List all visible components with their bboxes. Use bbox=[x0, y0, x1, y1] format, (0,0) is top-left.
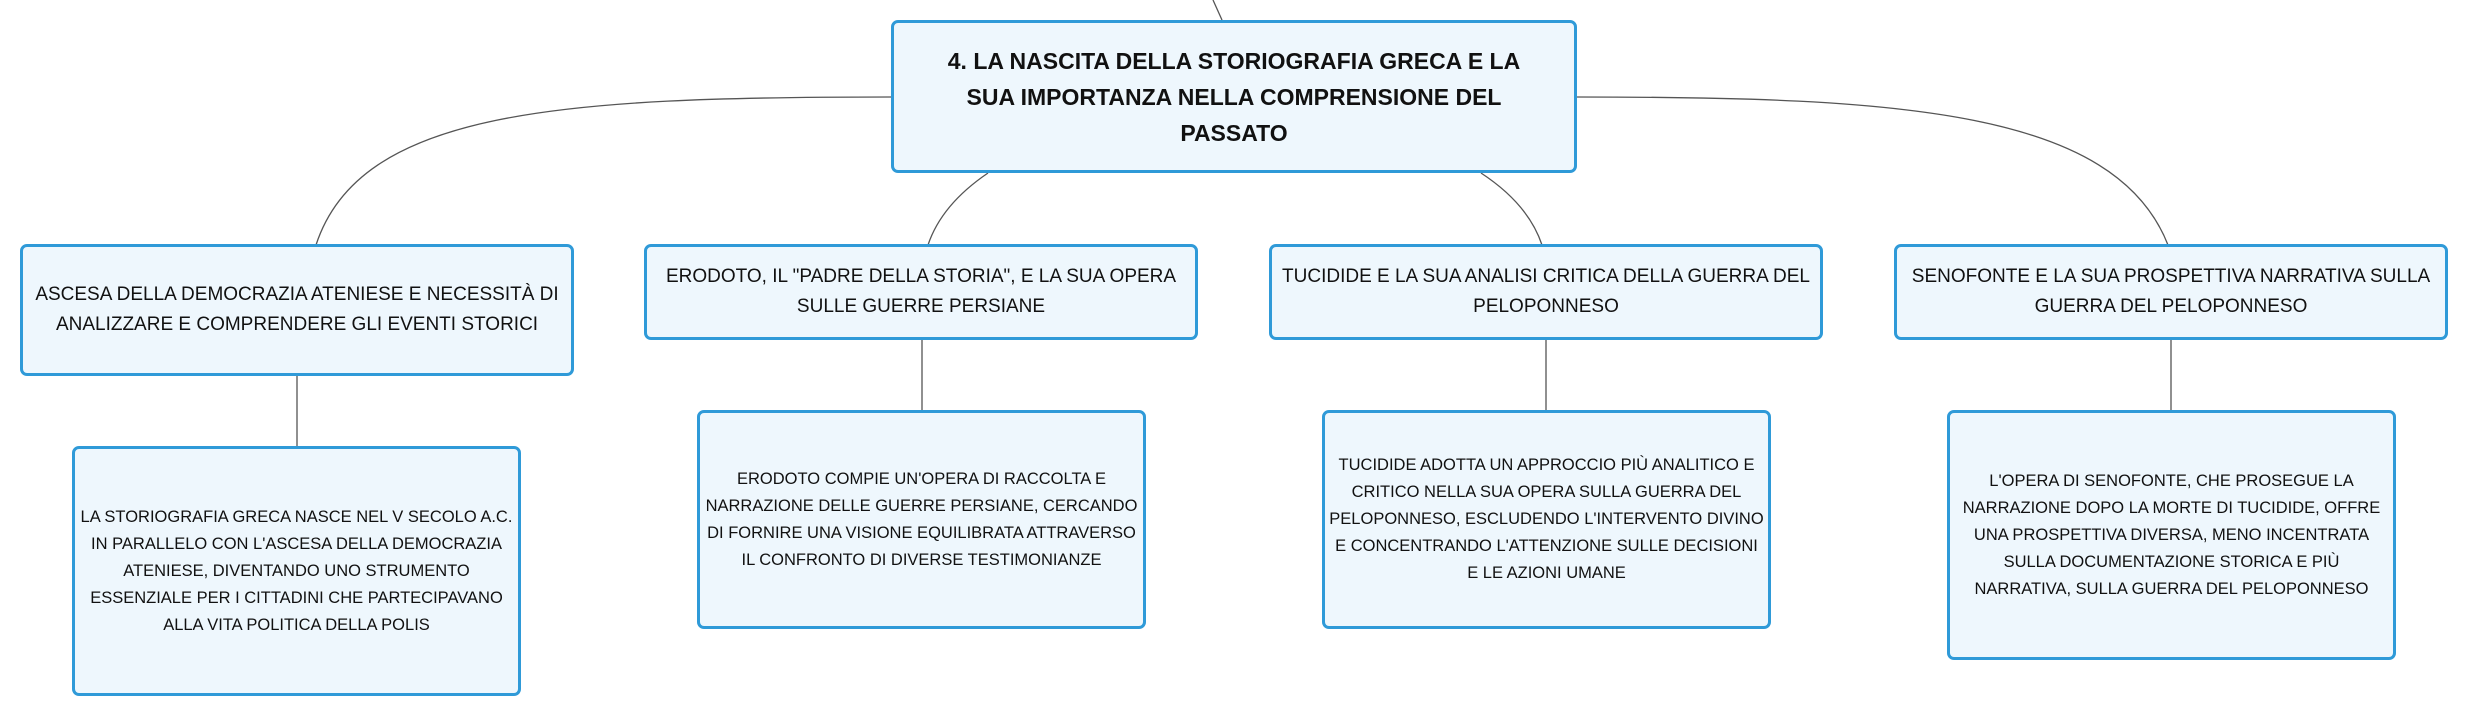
detail-label: ERODOTO COMPIE UN'OPERA DI RACCOLTA E NARRAZIONE DELLE GUERRE PERSIANE, CERCANDO DI FORNIRE UNA VISIONE EQUILIBRATA ATTRAVERSO IL CONFRONTO DI DIVERSE TESTIMONIANZE bbox=[705, 469, 1138, 569]
topic-senofonte[interactable] bbox=[1894, 244, 2448, 340]
connector-root-to-topic-2 bbox=[928, 173, 988, 245]
detail-senofonte[interactable] bbox=[1947, 410, 2396, 660]
connector-root-to-topic-4 bbox=[1577, 97, 2168, 245]
detail-label: TUCIDIDE ADOTTA UN APPROCCIO PIÙ ANALITICO E CRITICO NELLA SUA OPERA SULLA GUERRA DEL PELOPONNESO, ESCLUDENDO L'INTERVENTO DIVINO E CONCENTRANDO L'ATTENZIONE SULLE DECISIONI E LE AZIONI UMANE bbox=[1329, 456, 1764, 582]
connector-root-to-topic-1 bbox=[316, 97, 891, 245]
topic-label: ASCESA DELLA DEMOCRAZIA ATENIESE E NECESSITÀ DI ANALIZZARE E COMPRENDERE GLI EVENTI STORICI bbox=[35, 284, 559, 335]
topic-label: TUCIDIDE E LA SUA ANALISI CRITICA DELLA GUERRA DEL PELOPONNESO bbox=[1282, 266, 1810, 317]
root-topic-label: 4. LA NASCITA DELLA STORIOGRAFIA GRECA E LA SUA IMPORTANZA NELLA COMPRENSIONE DEL PASSATO bbox=[947, 47, 1521, 146]
detail-erodoto[interactable] bbox=[697, 410, 1146, 629]
topic-label: ERODOTO, IL "PADRE DELLA STORIA", E LA SUA OPERA SULLE GUERRE PERSIANE bbox=[665, 266, 1177, 317]
detail-label: LA STORIOGRAFIA GRECA NASCE NEL V SECOLO A.C. IN PARALLELO CON L'ASCESA DELLA DEMOCRAZIA ATENIESE, DIVENTANDO UNO STRUMENTO ESSENZIALE PER I CITTADINI CHE PARTECIPAVANO ALLA VITA POLITICA DELLA POLIS bbox=[80, 507, 513, 634]
topic-label: SENOFONTE E LA SUA PROSPETTIVA NARRATIVA SULLA GUERRA DEL PELOPONNESO bbox=[1911, 266, 2431, 317]
topic-erodoto[interactable] bbox=[644, 244, 1198, 340]
root-topic[interactable] bbox=[891, 20, 1577, 173]
connector-parent-to-root bbox=[1213, 0, 1222, 20]
detail-label: L'OPERA DI SENOFONTE, CHE PROSEGUE LA NARRAZIONE DOPO LA MORTE DI TUCIDIDE, OFFRE UNA PROSPETTIVA DIVERSA, MENO INCENTRATA SULLA DOCUMENTAZIONE STORICA E PIÙ NARRATIVA, SULLA GUERRA DEL PELOPONNESO bbox=[1962, 471, 2381, 598]
detail-democrazia-ateniese[interactable] bbox=[72, 446, 521, 696]
topic-democrazia-ateniese[interactable] bbox=[20, 244, 574, 376]
connector-root-to-topic-3 bbox=[1481, 173, 1542, 245]
topic-tucidide[interactable] bbox=[1269, 244, 1823, 340]
detail-tucidide[interactable] bbox=[1322, 410, 1771, 629]
